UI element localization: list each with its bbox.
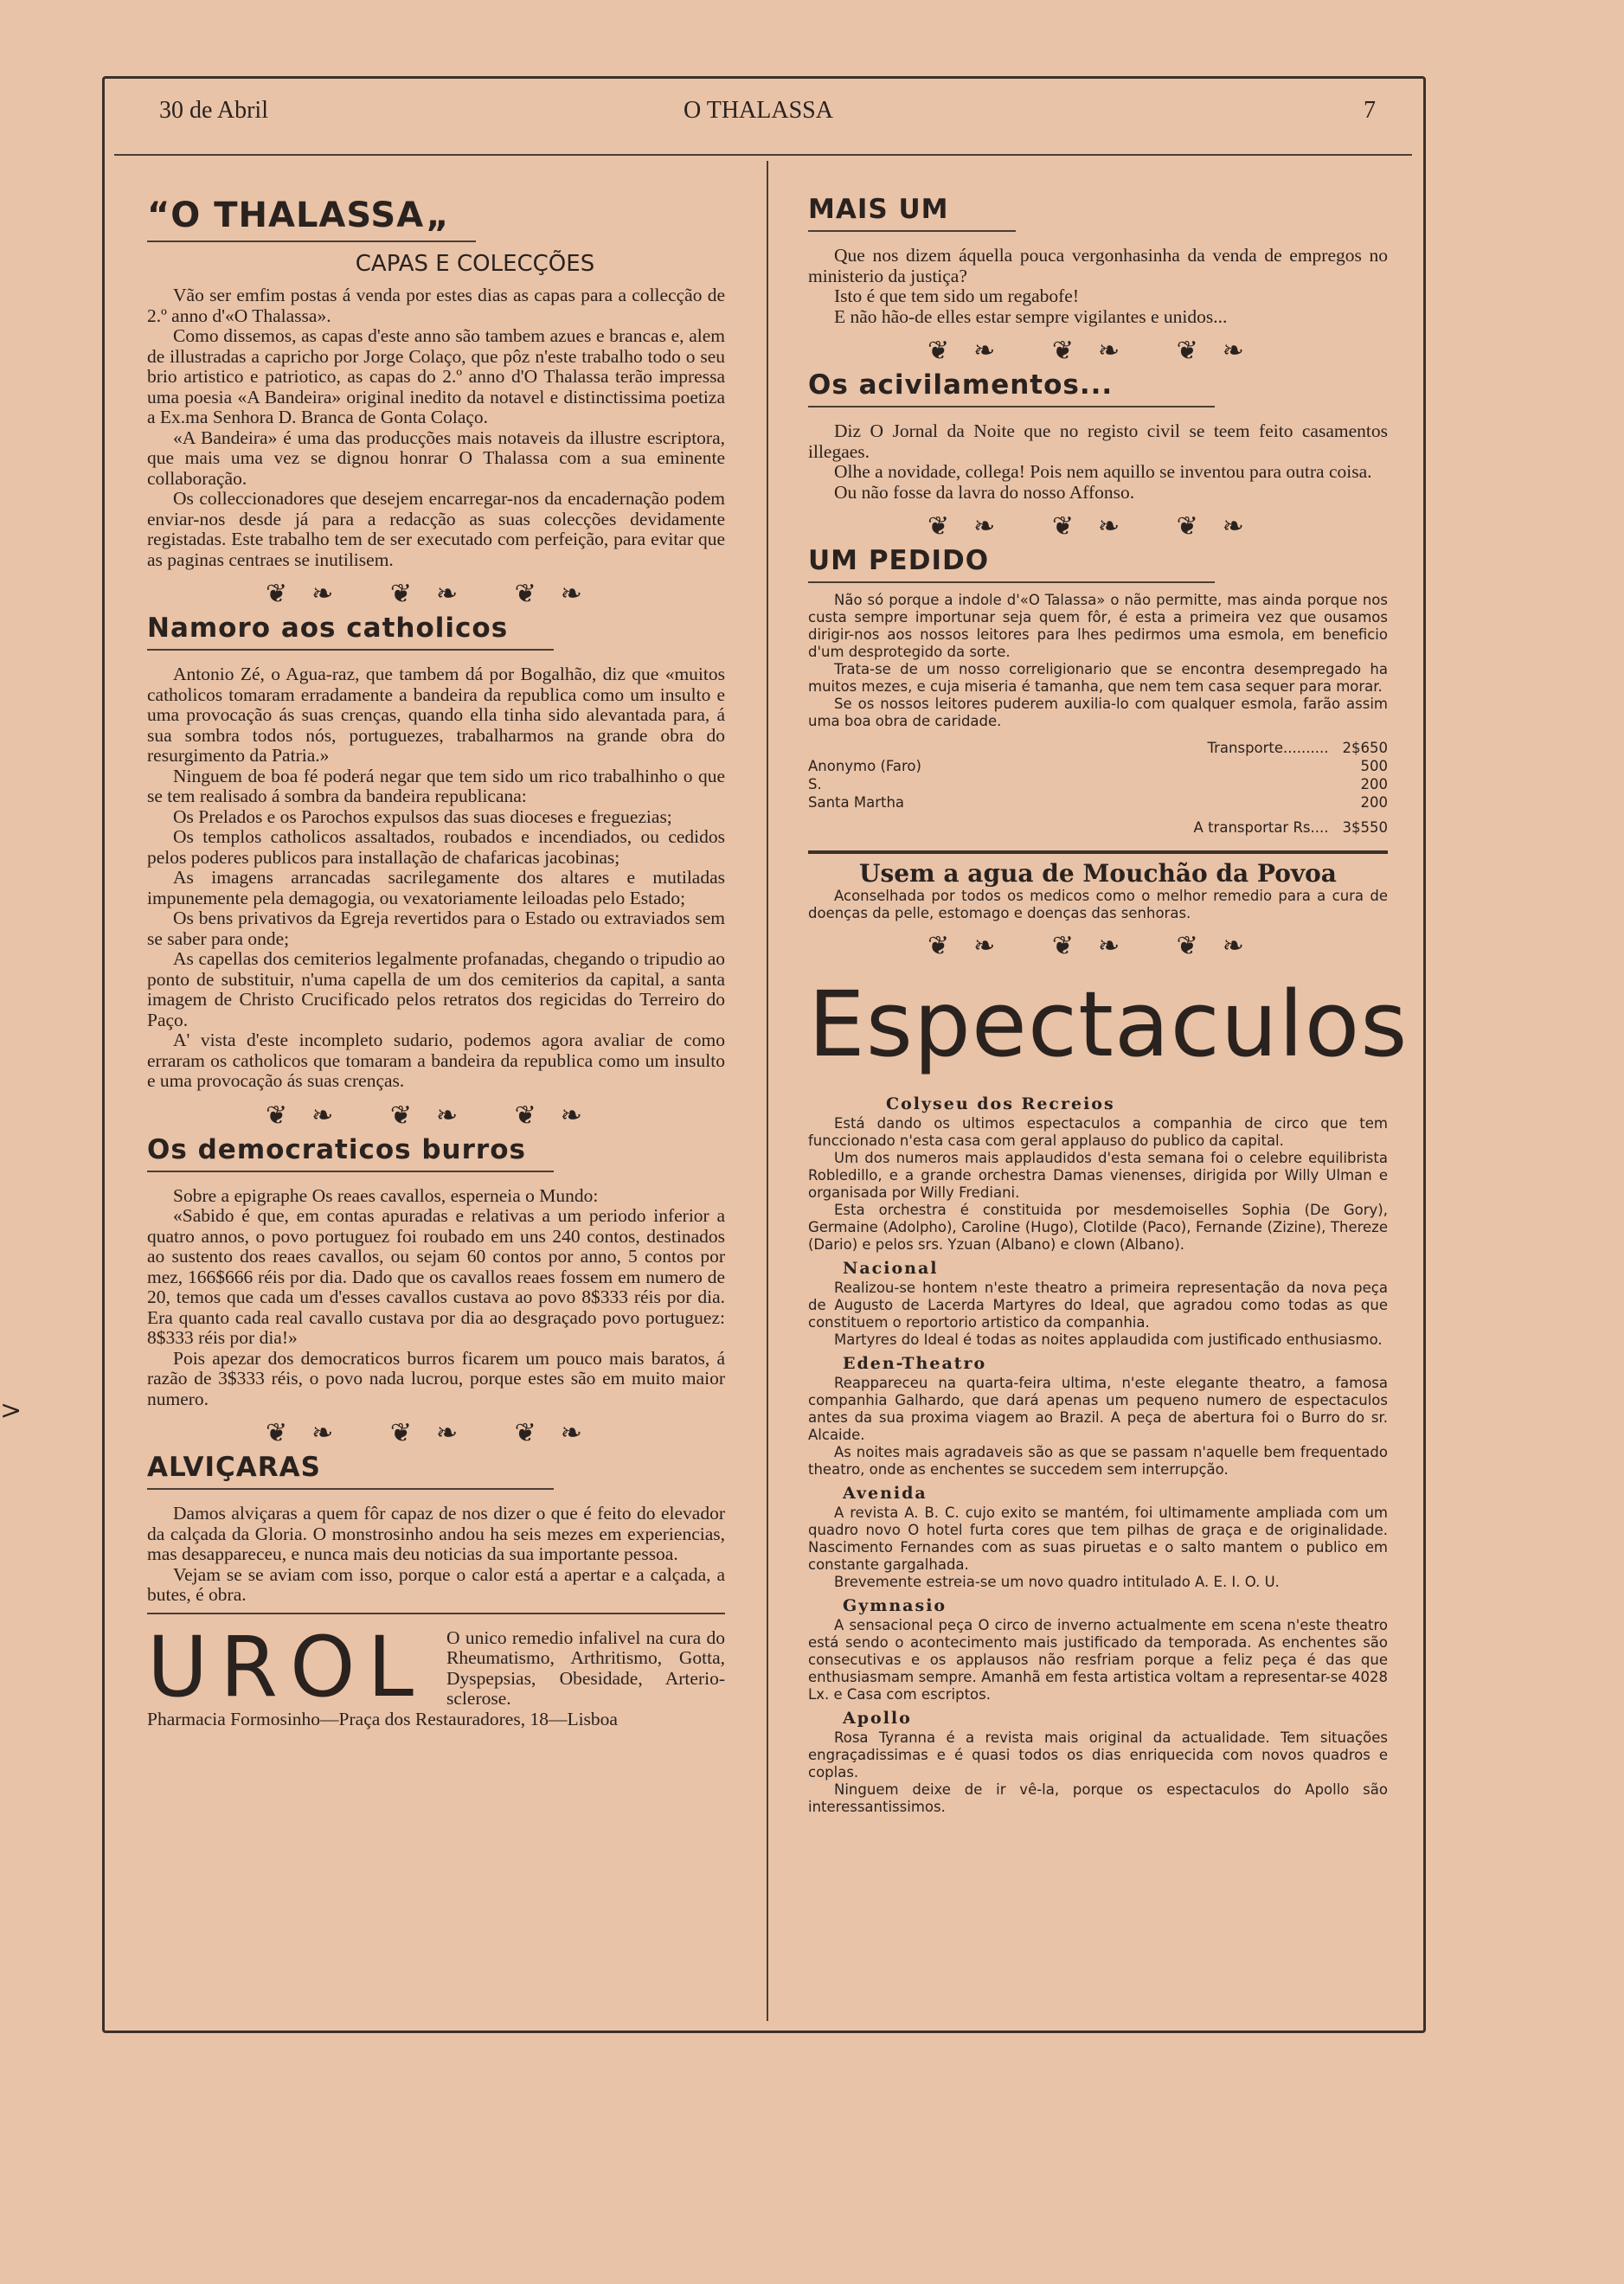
ledger-row <box>808 775 1388 793</box>
acivil-paragraph: Olhe a novidade, collega! Pois nem aquillo se inventou para outra coisa. <box>834 461 1372 482</box>
rule <box>808 406 1215 407</box>
ledger-total-label: A transportar Rs.... <box>1193 819 1329 836</box>
maisum-paragraph: Que nos dizem áquella pouca vergonhasinha da venda de empregos no ministerio da justiça? <box>808 245 1388 286</box>
rule <box>808 581 1215 583</box>
column-divider <box>767 161 768 2021</box>
right-column <box>808 164 1409 1816</box>
espect-paragraph: Um dos numeros mais applaudidos d'esta semana foi o celebre equilibrista Robledillo, e a grande orchestra Damas vienenses, dirigida por Willy Ulman e organisada por Willy Frediani. <box>808 1150 1388 1201</box>
ledger-row <box>808 739 1388 757</box>
ledger-value: 200 <box>1360 776 1388 792</box>
capas-paragraph: Os colleccionadores que desejem encarregar-nos da encadernação podem enviar-nos desde já para a redacção as suas colecções devidamente registadas. Este trabalho tem de ser executado com perfeição, para evitar que as paginas centraes se inutilisem. <box>147 488 725 570</box>
alvicaras-title: ALVIÇARAS <box>147 1452 321 1483</box>
pedido-paragraph: Não só porque a indole d'«O Talassa» o não permitte, mas ainda porque nos custa sempre importunar seja quem fôr, é esta a primeira vez que ousamos dirigir-nos aos nossos leitores para lhes pedirmos uma esmola, em beneficio d'um desprotegido da sorte. <box>808 592 1388 660</box>
burros-paragraph: Pois apezar dos democraticos burros ficarem um pouco mais baratos, á razão de 3$333 réis, o povo nada lucrou, porque estes são em muito maior numero. <box>147 1347 725 1409</box>
avenida-title: Avenida <box>843 1484 928 1503</box>
namoro-paragraph: A' vista d'este incompleto sudario, podemos agora avaliar de como erraram os catholicos que tomaram a bandeira da republica como um insulto e uma provocação ás suas crenças. <box>147 1030 725 1091</box>
ledger-row <box>808 757 1388 775</box>
espect-paragraph: As noites mais agradaveis são as que se passam n'aquelle bem frequentado theatro, onde as enchentes se succedem sem interrupção. <box>808 1444 1388 1478</box>
capas-title: “O THALASSA„ <box>147 196 450 235</box>
header-page-number: 7 <box>1364 97 1376 124</box>
maisum-paragraph: Isto é que tem sido um regabofe! <box>834 286 1079 306</box>
pedido-paragraph: Trata-se de um nosso correligionario que se encontra desempregado ha muitos mezes, e cuja miseria é tamanha, que nem tem casa sequer para morar. <box>808 661 1388 695</box>
burros-title: Os democraticos burros <box>147 1133 526 1165</box>
espect-paragraph: Reappareceu na quarta-feira ultima, n'este elegante theatro, a famosa companhia Galhardo, que dará apenas um pequeno numero de espectaculos antes da sua proxima viagem ao Brazil. A peça de abertura foi o Burro do sr. Alcaide. <box>808 1375 1388 1443</box>
gymnasio-title: Gymnasio <box>843 1596 947 1615</box>
maisum-title: MAIS UM <box>808 194 949 225</box>
acivil-title: Os acivilamentos... <box>808 369 1114 401</box>
namoro-paragraph: Os Prelados e os Parochos expulsos das suas dioceses e freguezias; <box>173 805 672 827</box>
capas-paragraph: Vão ser emfim postas á venda por estes dias as capas para a collecção de 2.º anno d'«O Thalassa». <box>147 285 725 326</box>
rule <box>147 241 476 242</box>
espect-paragraph: Ninguem deixe de ir vê-la, porque os espectaculos do Apollo são interessantissimos. <box>808 1781 1388 1815</box>
espect-paragraph: Esta orchestra é constituida por mesdemoiselles Sophia (De Gory), Germaine (Adolpho), Caroline (Hugo), Clotilde (Paco), Fernande (Zizine), Thereze (Dario) e pelos srs. Yzuan (Albano) e clown (Albano). <box>808 1202 1388 1253</box>
capas-paragraph: Como dissemos, as capas d'este anno são tambem azues e brancas e, alem de illustradas a capricho por Jorge Colaço, que pôz n'este trabalho todo o seu brio artistico e patriotico, as capas do 2.º anno d'O Thalassa terão impressa uma poesia «A Bandeira» original inedito da notavel e distinctissima poetiza a Ex.ma Senhora D. Branca de Gonta Colaço. <box>147 325 725 427</box>
ledger-total-value: 3$550 <box>1342 819 1388 836</box>
namoro-paragraph: Ninguem de boa fé poderá negar que tem sido um rico trabalhinho o que se tem realisado á sombra da bandeira republicana: <box>147 765 725 806</box>
burros-paragraph: «Sabido é que, em contas apuradas e relativas a um periodo inferior a quatro annos, o povo portuguez foi roubado em uns 240 contos, destinados ao sustento dos reaes cavallos, ou sejam 60 contos por anno, 5 contos por mez, 166$666 réis por dia. Dado que os cavallos reaes fossem em numero de 20, temos que cada um d'esses cavallos custava ao povo 8$333 réis por dia. Era quanto cada real cavallo custava por dia ao desgraçado povo portuguez: 8$333 réis por dia!» <box>147 1205 725 1348</box>
colyseu-title: Colyseu dos Recreios <box>886 1094 1115 1113</box>
rule <box>147 1488 554 1490</box>
ornament-divider: ❦❧ ❦❧ ❦❧ <box>928 931 1268 961</box>
espectaculos-text <box>808 1094 1388 1816</box>
pedido-paragraph: Se os nossos leitores puderem auxilia-lo com qualquer esmola, farão assim uma boa obra de caridade. <box>808 696 1388 729</box>
espect-paragraph: Realizou-se hontem n'este theatro a primeira representação da nova peça de Augusto de Lacerda Martyres do Ideal, que agradou como todas as que constituem o reportorio artistico da companhia. <box>808 1280 1388 1331</box>
urol-pharmacy: Pharmacia Formosinho—Praça dos Restauradores, 18—Lisboa <box>147 1708 618 1729</box>
alvicaras-paragraph: Vejam se se aviam com isso, porque o calor está a apertar e a calçada, a butes, é obra. <box>147 1563 725 1605</box>
urol-text: O unico remedio infalivel na cura do Rheumatismo, Arthritismo, Gotta, Dyspepsias, Obesidade, Arterio-sclerose. <box>446 1626 725 1709</box>
namoro-paragraph: As imagens arrancadas sacrilegamente dos altares e mutiladas impunemente pela demagogia, ou vexatoriamente leiloadas pelo Estado; <box>147 867 725 908</box>
espect-paragraph: A revista A. B. C. cujo exito se mantém, foi ultimamente ampliada com um quadro novo O hotel furta cores que tem pilhas de graça e de originalidade. Nascimento Fernandes com as suas piruetas e o salto mantem o publico em constante gargalhada. <box>808 1504 1388 1573</box>
ledger-row <box>808 793 1388 812</box>
ledger-label: S. <box>808 776 822 792</box>
ledger-label: Santa Martha <box>808 794 905 811</box>
namoro-paragraph: Antonio Zé, o Agua-raz, que tambem dá por Bogalhão, diz que «muitos catholicos tomaram erradamente a bandeira da republica como um insulto e uma provocação ás suas crenças, quando ella tinha sido alevantada para, á sua sombra todos nós, portuguezes, trabalharmos na grande obra do resurgimento da Patria.» <box>147 664 725 766</box>
espectaculos-title: Espectaculos <box>808 972 1409 1077</box>
pedido-title: UM PEDIDO <box>808 545 990 576</box>
header-rule <box>114 154 1412 156</box>
apollo-title: Apollo <box>843 1709 912 1728</box>
capas-subtitle: CAPAS E COLECÇÕES <box>355 251 595 277</box>
acivil-paragraph: Ou não fosse da lavra do nosso Affonso. <box>834 481 1135 503</box>
namoro-paragraph: As capellas dos cemiterios legalmente profanadas, chegando o tripudio ao ponto de substituir, n'uma capella de um dos cemiterios da capital, a santa imagem de Christo Crucificado pelos retratos dos regicidas do Terreiro do Paço. <box>147 948 725 1030</box>
namoro-paragraph: Os bens privativos da Egreja revertidos para o Estado ou extraviados sem se saber para onde; <box>147 908 725 949</box>
left-column <box>147 164 725 1729</box>
eden-title: Eden-Theatro <box>843 1354 987 1373</box>
pedido-text <box>808 592 1388 730</box>
alvicaras-paragraph: Damos alviçaras a quem fôr capaz de nos dizer o que é feito do elevador da calçada da Gloria. O monstrosinho andou ha seis mezes em experiencias, mas desappareceu, e nunca mais deu noticias da sua importante pessoa. <box>147 1503 725 1564</box>
ornament-divider: ❦❧ ❦❧ ❦❧ <box>266 579 607 609</box>
urol-brand: UROL <box>147 1618 427 1716</box>
ornament-divider: ❦❧ ❦❧ ❦❧ <box>928 336 1268 366</box>
usem-text: Aconselhada por todos os medicos como o melhor remedio para a cura de doenças da pelle, estomago e doenças das senhoras. <box>808 888 1388 921</box>
namoro-title: Namoro aos catholicos <box>147 613 509 644</box>
namoro-paragraph: Os templos catholicos assaltados, roubados e incendiados, ou cedidos pelos poderes publicos para installação de chafaricas jacobinas; <box>147 826 725 868</box>
espect-paragraph: A sensacional peça O circo de inverno actualmente em scena n'este theatro está sendo o acontecimento mais justificado da temporada. As enchentes são consecutivas e os applausos não resfriam porque a feliz peça é das que enthusiasmam sempre. Amanhã em festa artistica voltam a representar-se 4028 Lx. e Casa com escriptos. <box>808 1617 1388 1703</box>
burros-paragraph: Sobre a epigraphe Os reaes cavallos, esperneia o Mundo: <box>173 1184 599 1206</box>
ornament-divider: ❦❧ ❦❧ ❦❧ <box>928 511 1268 542</box>
rule <box>147 1171 554 1172</box>
ledger-total <box>808 818 1388 837</box>
nacional-title: Nacional <box>843 1259 939 1278</box>
rule <box>147 649 554 651</box>
urol-advert <box>147 1618 725 1716</box>
acivil-paragraph: Diz O Jornal da Noite que no registo civil se teem feito casamentos illegaes. <box>808 420 1388 462</box>
rule <box>147 1613 725 1614</box>
page-header <box>102 97 1426 133</box>
ledger-label: Anonymo (Faro) <box>808 758 921 774</box>
header-date: 30 de Abril <box>159 97 268 124</box>
ornament-divider: ❦❧ ❦❧ ❦❧ <box>266 1418 607 1448</box>
ornament-divider: ❦❧ ❦❧ ❦❧ <box>266 1100 607 1131</box>
espect-paragraph: Martyres do Ideal é todas as noites applaudida com justificado enthusiasmo. <box>834 1331 1383 1348</box>
usem-title: Usem a agua de Mouchão da Povoa <box>808 850 1388 888</box>
donation-ledger <box>808 739 1388 837</box>
maisum-paragraph: E não hão-de elles estar sempre vigilantes e unidos... <box>834 305 1228 327</box>
ledger-value: 2$650 <box>1342 740 1388 756</box>
espect-paragraph: Brevemente estreia-se um novo quadro intitulado A. E. I. O. U. <box>834 1574 1280 1590</box>
capas-paragraph: «A Bandeira» é uma das producções mais notaveis da illustre escriptora, que mais uma vez se dignou honrar O Thalassa com a sua eminente collaboração. <box>147 427 725 489</box>
ledger-label: Transporte.......... <box>1207 740 1329 756</box>
usem-text-wrap <box>808 888 1388 922</box>
espect-paragraph: Rosa Tyranna é a revista mais original da actualidade. Tem situações engraçadissimas e é quasi todos os dias enriquecida com novos quadros e coplas. <box>808 1729 1388 1780</box>
header-title: O THALASSA <box>684 97 833 124</box>
margin-mark: > <box>0 1395 22 1426</box>
ledger-value: 500 <box>1360 758 1388 774</box>
espect-paragraph: Está dando os ultimos espectaculos a companhia de circo que tem funccionado n'esta casa com geral applauso do publico da capital. <box>808 1115 1388 1149</box>
rule <box>808 230 1016 232</box>
ledger-value: 200 <box>1360 794 1388 811</box>
